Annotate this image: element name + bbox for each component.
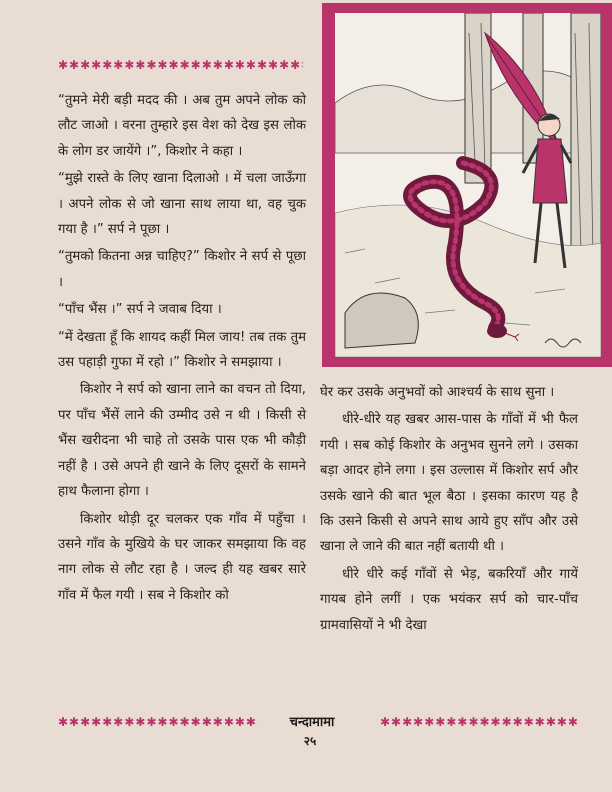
paragraph: घेर कर उसके अनुभवों को आश्चर्य के साथ सुना । xyxy=(320,385,555,400)
paragraph: किशोर ने सर्प को खाना लाने का वचन तो दिया, पर पाँच भैंसें लाने की उम्मीद उसे न थी । किसी से भैंस खरीदना भी चाहे तो उसके पास एक भी कौड़ी नहीं है । उसे अपने ही खाने के लिए दूसरों के सामने हाथ फैलाना होगा । xyxy=(58,382,306,500)
paragraph: “में देखता हूँ कि शायद कहीं मिल जाय! तब तक तुम उस पहाड़ी गुफा में रहो ।” किशोर ने समझाया । xyxy=(58,329,306,371)
paragraph: “तुमने मेरी बड़ी मदद की । अब तुम अपने लोक को लौट जाओ । वरना तुम्हारे इस वेश को देख इस लोक के लोग डर जायेंगे ।”, किशोर ने कहा । xyxy=(58,93,306,159)
paragraph: किशोर थोड़ी दूर चलकर एक गाँव में पहुँचा । उसने गाँव के मुखिये के घर जाकर समझाया कि वह नाग लोक से लौट रहा है । जल्द ही यह खबर सारे गाँव में फैल गयी । सब ने किशोर को xyxy=(58,511,306,603)
page-number: २५ xyxy=(303,734,317,748)
paragraph: धीरे धीरे कई गाँवों से भेड़, बकरियाँ और गायें गायब होने लगीं । एक भयंकर सर्प को चार-पाँच ग्रामवासियों ने भी देखा xyxy=(320,566,578,633)
right-text-column xyxy=(320,380,578,638)
left-text-column xyxy=(58,88,306,608)
bottom-left-decorative-border xyxy=(58,715,258,729)
top-decorative-border xyxy=(58,58,303,72)
paragraph: “मुझे रास्ते के लिए खाना दिलाओ । में चला जाऊँगा । अपने लोक से जो खाना साथ लाया था, वह चुक गया है ।” सर्प ने पूछा । xyxy=(58,171,306,238)
story-illustration xyxy=(322,3,612,367)
boy-and-snake-illustration xyxy=(335,13,601,357)
bottom-right-decorative-border xyxy=(380,715,580,729)
magazine-name: चन्दामामा xyxy=(289,715,335,730)
paragraph: “तुमको कितना अन्न चाहिए?” किशोर ने सर्प से पूछा । xyxy=(58,249,306,290)
paragraph: धीरे-धीरे यह खबर आस-पास के गाँवों में भी फैल गयी । सब कोई किशोर के अनुभव सुनने लगे । उसका बड़ा आदर होने लगा । इस उल्लास में किशोर सर्प और उसके खाने की बात भूल बैठा । इसका कारण यह है कि उसने किसी से अपने साथ आये हुए साँप और उसे खाना ले जाने की बात नहीं बतायी थी । xyxy=(320,412,578,555)
paragraph: “पाँच भैंस ।” सर्प ने जवाब दिया । xyxy=(58,302,222,318)
